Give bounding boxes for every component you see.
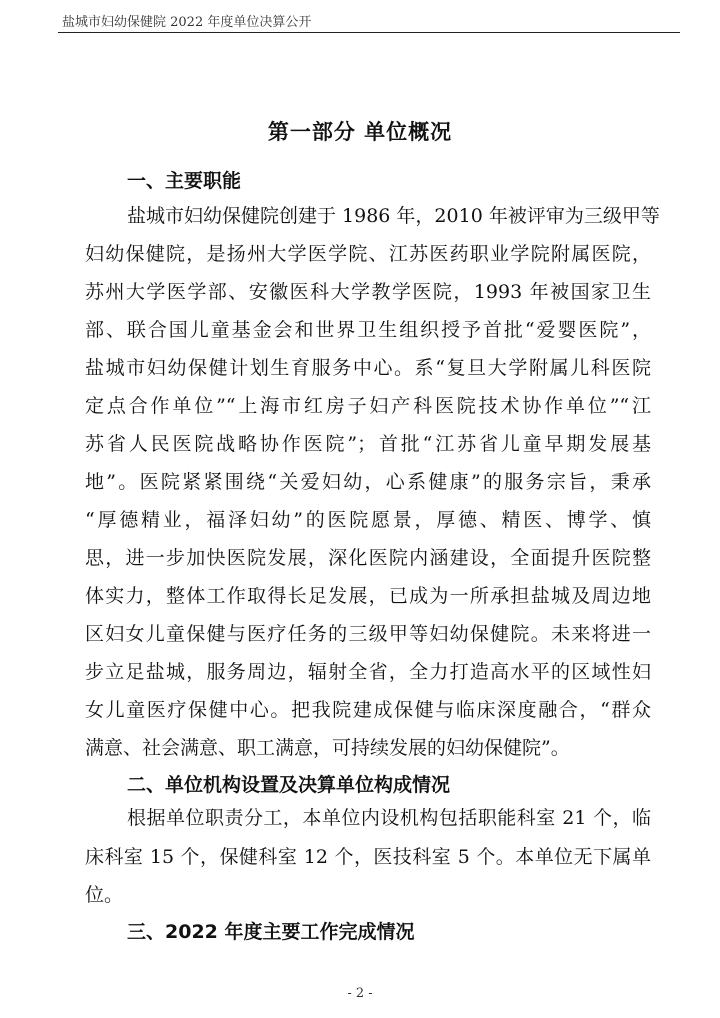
paragraph-line: 床科室 15 个，保健科室 12 个，医技科室 5 个。本单位无下属单 <box>85 846 651 868</box>
paragraph-line: 盐城市妇幼保健计划生育服务中心。系“复旦大学附属儿科医院 <box>85 357 651 379</box>
paragraph-line: 女儿童医疗保健中心。把我院建成保健与临床深度融合，“群众 <box>85 699 651 721</box>
paragraph-line: 苏省人民医院战略协作医院”；首批“江苏省儿童早期发展基 <box>85 433 651 455</box>
paragraph-line: 体实力，整体工作取得长足发展，已成为一所承担盐城及周边地 <box>85 585 651 607</box>
page-number: - 2 - <box>347 986 373 1001</box>
paragraph-line: 满意、社会满意、职工满意，可持续发展的妇幼保健院”。 <box>85 737 570 759</box>
paragraph-line: 妇幼保健院，是扬州大学医学院、江苏医药职业学院附属医院， <box>85 243 651 265</box>
paragraph-line: 位。 <box>85 884 124 906</box>
paragraph-line: “厚德精业，福泽妇幼”的医院愿景，厚德、精医、博学、慎 <box>85 509 651 531</box>
paragraph-line: 部、联合国儿童基金会和世界卫生组织授予首批“爱婴医院”， <box>85 319 651 341</box>
part-title: 第一部分 单位概况 <box>267 120 453 144</box>
paragraph-line: 根据单位职责分工，本单位内设机构包括职能科室 21 个，临 <box>127 807 651 829</box>
paragraph-line: 定点合作单位”“上海市红房子妇产科医院技术协作单位”“江 <box>85 395 651 417</box>
paragraph-line: 区妇女儿童保健与医疗任务的三级甲等妇幼保健院。未来将进一 <box>85 623 651 645</box>
section-heading-functions: 一、主要职能 <box>127 170 242 192</box>
header-rule <box>58 32 680 33</box>
paragraph-line: 苏州大学医学部、安徽医科大学教学医院，1993 年被国家卫生 <box>85 281 651 303</box>
running-header: 盐城市妇幼保健院 2022 年度单位决算公开 <box>62 15 312 30</box>
section-heading-organization: 二、单位机构设置及决算单位构成情况 <box>127 774 451 796</box>
paragraph-line: 盐城市妇幼保健院创建于 1986 年，2010 年被评审为三级甲等 <box>127 205 660 227</box>
section-heading-work-completion: 三、2022 年度主要工作完成情况 <box>127 921 415 943</box>
paragraph-line: 思，进一步加快医院发展，深化医院内涵建设，全面提升医院整 <box>85 547 651 569</box>
paragraph-line: 步立足盐城，服务周边，辐射全省，全力打造高水平的区域性妇 <box>85 661 651 683</box>
paragraph-line: 地”。医院紧紧围绕“关爱妇幼，心系健康”的服务宗旨，秉承 <box>85 471 651 493</box>
